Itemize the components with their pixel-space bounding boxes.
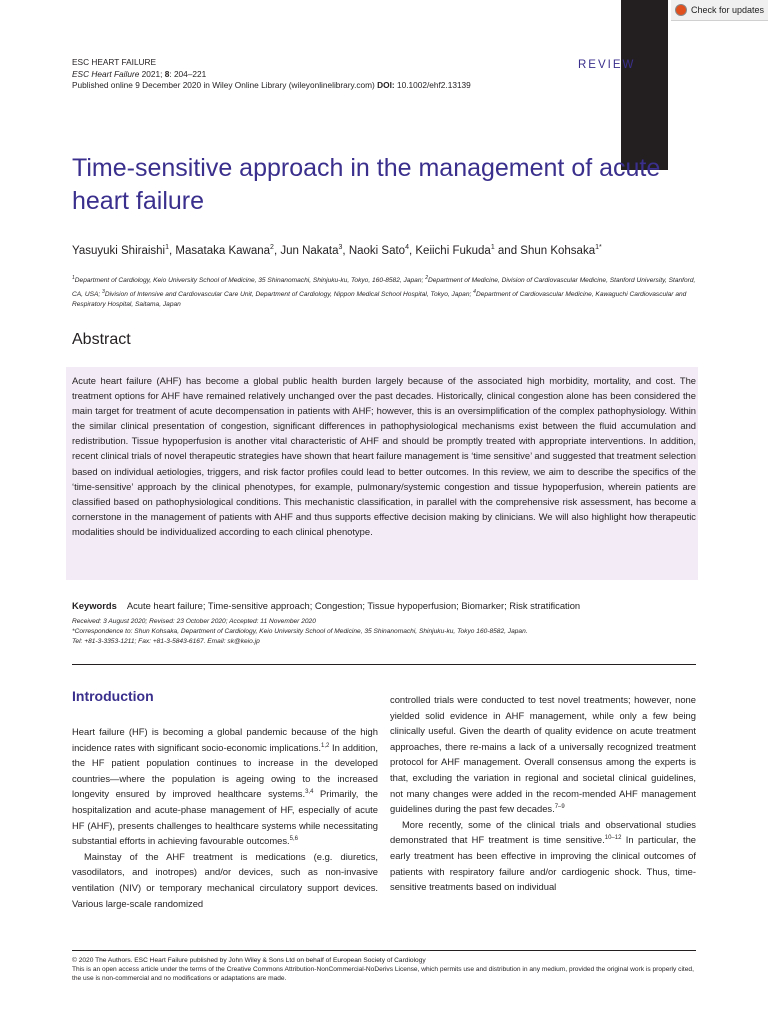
license-footer xyxy=(72,956,696,984)
abstract-heading: Abstract xyxy=(72,331,131,348)
license-text: This is an open access article under the terms of the Creative Commons Attribution-NonCommercial-NoDerivs License, which permits use and distribution in any medium, provided the original work is properly cited, the use is non-commercial and no modifications or adaptations are made. xyxy=(72,966,694,983)
keywords xyxy=(72,600,580,611)
copyright-line: © 2020 The Authors. ESC Heart Failure published by John Wiley & Sons Ltd on behalf of European Society of Cardiology xyxy=(72,957,426,964)
paragraph: More recently, some of the clinical trials and observational studies demonstrated that HF treatment is time sensitive.$^{10-12}$ In particular, the early treatment has been effective in improving the clinical outcomes of patients with respiratory failure and/or cardiogenic shock. Thus, time-sensitive treatments based on individual xyxy=(390,818,696,893)
journal-header xyxy=(72,57,471,92)
crossmark-icon xyxy=(675,4,687,16)
check-for-updates-label: Check for updates xyxy=(691,5,765,15)
citation-ref[interactable]: 10–12 xyxy=(604,835,622,842)
affiliations: $^1$Department of Cardiology, Keio University School of Medicine, 35 Shinanomachi, Shinjuku-ku, Tokyo, 160-8582, Japan; $^2$Department of Medicine, Division of Cardiovascular Medicine, Stanford University, Stanford, CA, USA; $^3$Division of Intensive and Cardiovascular Care Unit, Department of Cardiology, Nippon Medical School Hospital, Tokyo, Japan; $^4$Department of Cardiovascular Medicine, Kawaguchi Cardiovascular and Respiratory Hospital, Saitama, Japan xyxy=(72,275,696,309)
introduction-heading: Introduction xyxy=(72,688,154,704)
contact-info: Tel: +81-3-3353-1211; Fax: +81-3-5843-6167. Email: sk@keio.jp xyxy=(72,638,260,646)
article-title: Time-sensitive approach in the management of acute heart failure xyxy=(72,154,661,215)
body-column-left xyxy=(72,724,378,911)
author-name: Keiichi Fukuda xyxy=(415,244,491,257)
citation-ref[interactable]: 3,4 xyxy=(305,789,314,796)
article-meta xyxy=(72,617,528,648)
publication-info: Published online 9 December 2020 in Wiley Online Library (wileyonlinelibrary.com) DOI: 10.1002/ehf2.13139 xyxy=(72,80,471,90)
body-column-right xyxy=(390,692,696,895)
keywords-list: Acute heart failure; Time-sensitive approach; Congestion; Tissue hypoperfusion; Biomarker; Risk stratification xyxy=(126,600,581,611)
author-name: Jun Nakata xyxy=(280,244,339,257)
footer-divider xyxy=(72,950,696,951)
author-name: Naoki Sato xyxy=(348,244,406,257)
doi-link[interactable]: 10.1002/ehf2.13139 xyxy=(394,80,471,90)
section-label: REVIEW xyxy=(578,59,636,71)
paragraph: controlled trials were conducted to test novel treatments; however, none yielded solid evidence in AHF management, while only a few being clinically useful. Given the dearth of quality evidence on acute treatment approaches, there re-mains a lack of a universally recognized treatment protocol for AHF management. Overall consensus among the experts is that, excluding the variation in regional and societal clinical guidelines, not many changes were added in the recom-mended AHF management guidelines during the past few decades.$^{7-9}$ xyxy=(390,694,696,815)
author-name: Shun Kohsaka xyxy=(520,244,596,257)
divider xyxy=(72,664,696,665)
journal-citation: ESC Heart Failure 2021; 8: 204–221 xyxy=(72,68,207,79)
citation-ref[interactable]: 7–9 xyxy=(554,804,565,811)
paragraph: Heart failure (HF) is becoming a global pandemic because of the high incidence rates with significant socio-economic implications.$^{1,2}$ In addition, the HF patient population continues to increase in the developed countries—where the population is ageing owing to the increased longevity ensured by improved healthcare systems.$^{3,4}$ Primarily, the hospitalization and acute-phase management of HF, especially of acute HF (AHF), presents challenges to healthcare systems while necessitating substantial efforts in achieving favourable outcomes.$^{5,6}$ xyxy=(72,726,378,847)
journal-edge-tab xyxy=(621,0,668,170)
citation-ref[interactable]: 1,2 xyxy=(320,742,330,749)
citation-ref[interactable]: 5,6 xyxy=(289,836,299,843)
journal-name: ESC HEART FAILURE xyxy=(72,57,157,67)
keywords-label: Keywords xyxy=(72,600,117,611)
correspondence: *Correspondence to: Shun Kohsaka, Department of Cardiology, Keio University School of Medicine, 35 Shinanomachi, Shinjuku-ku, Tokyo 160-8582, Japan. xyxy=(72,628,528,636)
paragraph: Mainstay of the AHF treatment is medications (e.g. diuretics, vasodilators, and inotropes) and/or devices, such as non-invasive ventilation (NIV) or temporary mechanical circulatory support devices. Various large-scale randomized xyxy=(72,850,378,909)
abstract-text: Acute heart failure (AHF) has become a global public health burden largely because of the associated high morbidity, mortality, and cost. The treatment options for AHF have remained relatively unchanged over the past decades. Historically, clinical congestion alone has been considered the main target for treatment of acute decompensation in patients with AHF; however, this is an oversimplification of the complex pathophysiology. Within the similar clinical presentation of congestion, significant differences in pathophysiological mechanisms exist between the fluid accumulation and redistribution. Tissue hypoperfusion is another vital characteristic of AHF and should be promptly treated with appropriate interventions. In addition, recent clinical trials of novel therapeutic strategies have shown that heart failure management is ‘time sensitive’ and suggested that treatment selection based on individual aetiologies, triggers, and risk factor profiles could lead to better outcomes. In this review, we aim to describe the specifics of the ‘time-sensitive’ approach by the clinical phenotypes, for example, pulmonary/systemic congestion and tissue hypoperfusion, wherein patients are classified based on pathophysiological conditions. This mechanistic classification, in parallel with the comprehensive risk assessment, has become a cornerstone in the management of patients with AHF and thus supports effective decision making by clinicians. We will also highlight how therapeutic modalities should be individualized according to each clinical phenotype. xyxy=(72,375,696,537)
author-name: Masataka Kawana xyxy=(175,244,271,257)
check-for-updates-button[interactable] xyxy=(671,0,768,21)
author-list: Yasuyuki Shiraishi$^1$, Masataka Kawana$^2$, Jun Nakata$^3$, Naoki Sato$^4$, Keiichi Fukuda$^1$ and Shun Kohsaka$^{1*}$ xyxy=(72,244,602,257)
author-name: Yasuyuki Shiraishi xyxy=(72,244,166,257)
received-dates: Received: 3 August 2020; Revised: 23 October 2020; Accepted: 11 November 2020 xyxy=(72,618,316,625)
